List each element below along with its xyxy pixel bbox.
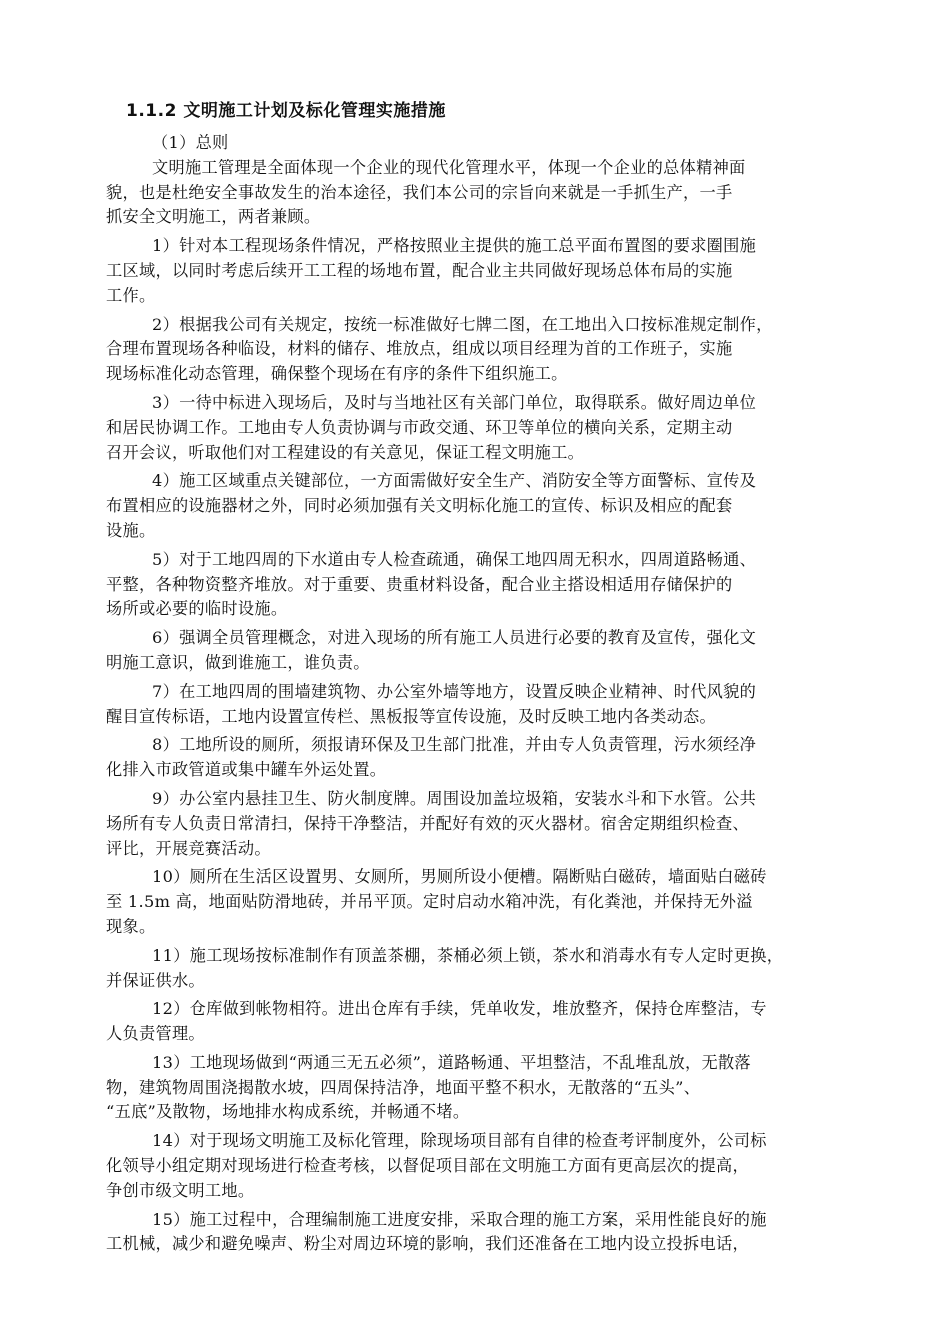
paragraph-line: 13）工地现场做到“两通三无五必须”，道路畅通、平坦整洁，不乱堆乱放，无散落: [152, 1052, 751, 1072]
paragraph-line: 明施工意识，做到谁施工，谁负责。: [106, 652, 370, 672]
paragraph-line: 14）对于现场文明施工及标化管理，除现场项目部有自律的检查考评制度外，公司标: [152, 1131, 767, 1151]
paragraph: [106, 391, 866, 465]
paragraph: [106, 733, 866, 783]
paragraph-line: 2）根据我公司有关规定，按统一标准做好七牌二图，在工地出入口按标准规定制作，: [152, 314, 773, 334]
paragraph-line: 抓安全文明施工，两者兼顾。: [106, 207, 321, 227]
paragraph-line: 3）一待中标进入现场后，及时与当地社区有关部门单位，取得联系。做好周边单位: [152, 392, 757, 412]
paragraph-line: 15）施工过程中，合理编制施工进度安排，采取合理的施工方案，采用性能良好的施: [152, 1209, 767, 1229]
paragraph: [106, 680, 866, 730]
paragraph-line: 平整，各种物资整齐堆放。对于重要、贵重材料设备，配合业主搭设相适用存储保护的: [106, 574, 733, 594]
paragraph-line: 人负责管理。: [106, 1024, 205, 1044]
paragraph-line: 9）办公室内悬挂卫生、防火制度牌。周围设加盖垃圾箱，安装水斗和下水管。公共: [152, 788, 757, 808]
paragraph: [106, 234, 866, 308]
paragraph: [106, 548, 866, 622]
paragraph: [106, 865, 866, 939]
paragraph-line: 5）对于工地四周的下水道由专人检查疏通，确保工地四周无积水，四周道路畅通、: [152, 549, 757, 569]
paragraph-line: 争创市级文明工地。: [106, 1180, 255, 1200]
paragraph: [106, 156, 866, 230]
paragraph-line: 现象。: [106, 916, 156, 936]
paragraph-line: 6）强调全员管理概念，对进入现场的所有施工人员进行必要的教育及宣传，强化文: [152, 628, 757, 648]
paragraph-line: 工机械，减少和避免噪声、粉尘对周边环境的影响，我们还准备在工地内设立投拆电话，: [106, 1234, 750, 1254]
paragraph-line: 物，建筑物周围浇揭散水坡，四周保持洁净，地面平整不积水，无散落的“五头”、: [106, 1077, 701, 1097]
document-body: [106, 131, 866, 1257]
paragraph-line: 8）工地所设的厕所，须报请环保及卫生部门批准，并由专人负责管理，污水须经净: [152, 735, 757, 755]
paragraph-line: 场所或必要的临时设施。: [106, 599, 288, 619]
paragraph-line: 合理布置现场各种临设，材料的储存、堆放点，组成以项目经理为首的工作班子，实施: [106, 339, 733, 359]
paragraph-line: 场所有专人负责日常清扫，保持干净整洁，并配好有效的灭火器材。宿舍定期组织检查、: [106, 813, 750, 833]
paragraph-line: 并保证供水。: [106, 970, 205, 990]
paragraph: [106, 1129, 866, 1203]
paragraph-line: （1）总则: [152, 133, 229, 152]
paragraph-line: 醒目宣传标语，工地内设置宣传栏、黑板报等宣传设施，及时反映工地内各类动态。: [106, 706, 717, 726]
paragraph-line: 召开会议，听取他们对工程建设的有关意见，保证工程文明施工。: [106, 442, 585, 462]
paragraph-line: 11）施工现场按标准制作有顶盖茶棚，茶桶必须上锁，茶水和消毒水有专人定时更换，: [152, 945, 784, 965]
paragraph-line: 设施。: [106, 520, 156, 540]
section-heading: 1.1.2 文明施工计划及标化管理实施措施: [126, 101, 446, 121]
paragraph-line: 和居民协调工作。工地由专人负责协调与市政交通、环卫等单位的横向关系，定期主动: [106, 417, 733, 437]
paragraph-line: “五底”及散物，场地排水构成系统，并畅通不堵。: [106, 1102, 470, 1122]
paragraph-line: 工区域，以同时考虑后续开工工程的场地布置，配合业主共同做好现场总体布局的实施: [106, 260, 733, 280]
paragraph-line: 现场标准化动态管理，确保整个现场在有序的条件下组织施工。: [106, 364, 568, 384]
paragraph-line: 10）厕所在生活区设置男、女厕所，男厕所设小便槽。隔断贴白磁砖，墙面贴白磁砖: [152, 867, 767, 887]
paragraph-line: 7）在工地四周的围墙建筑物、办公室外墙等地方，设置反映企业精神、时代风貌的: [152, 681, 757, 701]
paragraph-line: 1）针对本工程现场条件情况，严格按照业主提供的施工总平面布置图的要求圈围施: [152, 236, 757, 256]
paragraph: [106, 787, 866, 861]
paragraph-line: 化领导小组定期对现场进行检查考核，以督促项目部在文明施工方面有更高层次的提高，: [106, 1156, 750, 1176]
paragraph: [106, 1208, 866, 1258]
paragraph: [106, 626, 866, 676]
paragraph-line: 12）仓库做到帐物相符。进出仓库有手续，凭单收发，堆放整齐，保持仓库整洁，专: [152, 999, 767, 1019]
paragraph: [106, 469, 866, 543]
paragraph: [106, 131, 866, 156]
paragraph: [106, 997, 866, 1047]
paragraph-line: 貌，也是杜绝安全事故发生的治本途径，我们本公司的宗旨向来就是一手抓生产，一手: [106, 182, 733, 202]
paragraph-line: 工作。: [106, 285, 156, 305]
paragraph-line: 4）施工区域重点关键部位，一方面需做好安全生产、消防安全等方面警标、宣传及: [152, 471, 757, 491]
paragraph-line: 至 1.5m 高，地面贴防滑地砖，并吊平顶。定时启动水箱冲洗，有化粪池，并保持无外溢: [106, 892, 753, 912]
paragraph: [106, 1051, 866, 1125]
paragraph-line: 布置相应的设施器材之外，同时必须加强有关文明标化施工的宣传、标识及相应的配套: [106, 496, 733, 516]
paragraph-line: 评比，开展竞赛活动。: [106, 838, 271, 858]
paragraph-line: 化排入市政管道或集中罐车外运处置。: [106, 760, 387, 780]
paragraph: [106, 944, 866, 994]
paragraph-line: 文明施工管理是全面体现一个企业的现代化管理水平，体现一个企业的总体精神面: [152, 157, 746, 177]
paragraph: [106, 313, 866, 387]
